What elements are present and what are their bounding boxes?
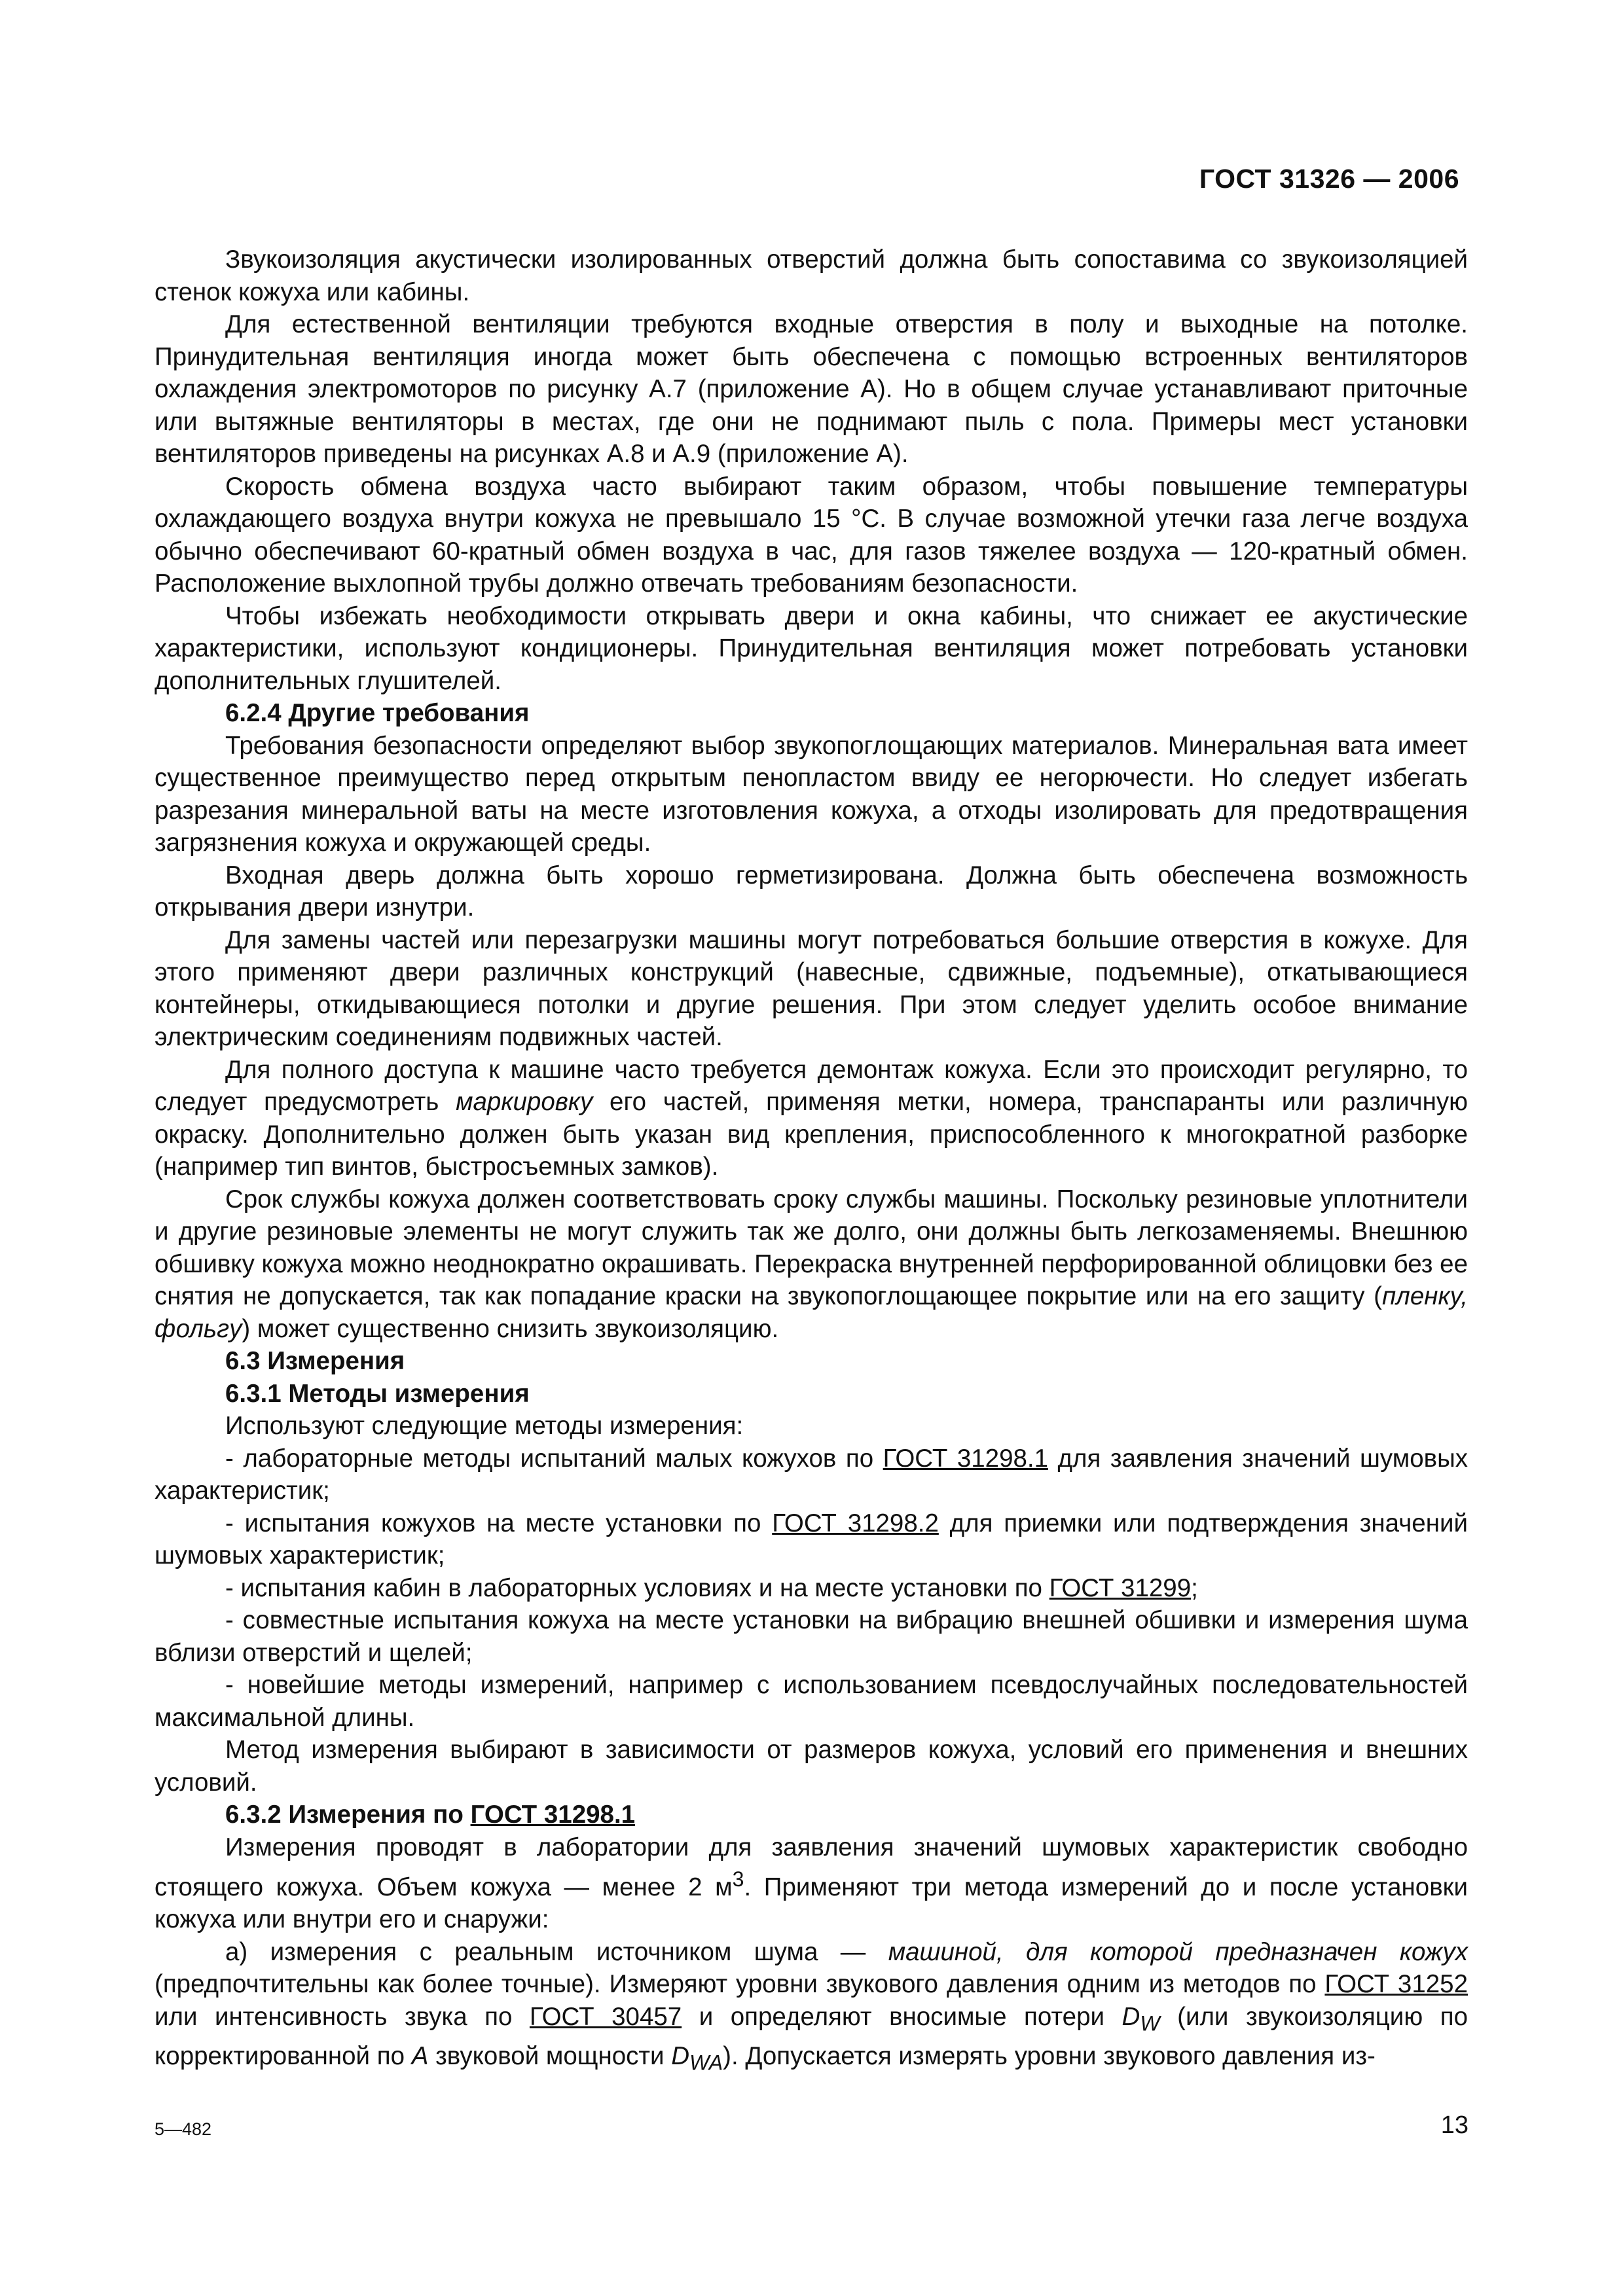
paragraph: Входная дверь должна быть хорошо герметизирована. Должна быть обеспечена возможность открывания двери изнутри.	[155, 861, 1468, 922]
list-item: - новейшие методы измерений, например с использованием псевдослучайных последовательностей максимальной длины.	[155, 1671, 1468, 1732]
standard-reference-link[interactable]: ГОСТ 31298.1	[883, 1444, 1049, 1473]
text-span: . Применяют три метода измерений до и после установки кожуха или внутри его и снаружи:	[155, 1873, 1468, 1934]
emphasis-text: маркировку	[456, 1088, 593, 1116]
text-span: - лабораторные методы испытаний малых кожухов по	[225, 1444, 883, 1473]
text-span: Срок службы кожуха должен соответствовать сроку службы машины. Поскольку резиновые уплотнители и другие резиновые элементы не могут служить так же долго, они должны быть легкозаменяемы. Внешнюю обшивку кожуха можно неоднократно окрашивать. Перекраска внутренней перфорированной облицовки без ее снятия не допускается, так как попадание краски на звукопоглощающее покрытие или на его защиту (	[155, 1185, 1468, 1310]
paragraph: Метод измерения выбирают в зависимости от размеров кожуха, условий его применения и внешних условий.	[155, 1736, 1468, 1797]
emphasis-text: машиной, для которой предназначен кожух	[888, 1937, 1468, 1966]
paragraph	[155, 1936, 1468, 2079]
footer-print-code: 5—482	[155, 2119, 212, 2139]
standard-reference-link[interactable]: ГОСТ 30457	[529, 2002, 682, 2031]
page-header-doc-title: ГОСТ 31326 — 2006	[1199, 164, 1459, 194]
text-span: и определяют вносимые потери	[682, 2002, 1122, 2031]
text-span: ). Допускается измерять уровни звукового давления из-	[723, 2042, 1376, 2071]
paragraph: Для естественной вентиляции требуются входные отверстия в полу и выходные на потолке. Принудительная вентиляция иногда может быть обеспечена с помощью встроенных вентиляторов охлаждения электромоторов по рисунку А.7 (приложение А). Но в общем случае устанавливают приточные или вытяжные вентиляторы в местах, где они не поднимают пыль с пола. Примеры мест установки вентиляторов приведены на рисунках А.8 и А.9 (приложение А).	[155, 310, 1468, 468]
text-span: Измерения проводят в лаборатории для заявления значений шумовых характеристик свободно стоящего кожуха. Объем кожуха — менее 2 м	[155, 1833, 1468, 1901]
symbol-subscript: WA	[689, 2051, 723, 2075]
text-span: ;	[1191, 1573, 1198, 1602]
standard-reference-link[interactable]: ГОСТ 31298.1	[470, 1801, 636, 1829]
standard-reference-link[interactable]: ГОСТ 31252	[1324, 1970, 1468, 1999]
paragraph: Скорость обмена воздуха часто выбирают таким образом, чтобы повышение температуры охлаждающего воздуха внутри кожуха не превышало 15 °С. В случае возможной утечки газа легче воздуха обычно обеспечивают 60-кратный обмен воздуха в час, для газов тяжелее воздуха — 120-кратный обмен. Расположение выхлопной трубы должно отвечать требованиям безопасности.	[155, 472, 1468, 598]
paragraph: Звукоизоляция акустически изолированных отверстий должна быть сопоставима со звукоизоляцией стенок кожуха или кабины.	[155, 245, 1468, 306]
text-span: ) может существенно снизить звукоизоляцию.	[242, 1314, 779, 1343]
paragraph: Используют следующие методы измерения:	[225, 1412, 744, 1440]
paragraph	[155, 1831, 1468, 1936]
list-item	[155, 1443, 1468, 1507]
symbol-D: D	[1122, 2002, 1140, 2031]
text-span: или интенсивность звука по	[155, 2002, 530, 2031]
text-span: Для полного доступа к машине часто требуется демонтаж кожуха. Если это происходит регулярно, то следует предусмотреть	[155, 1055, 1468, 1116]
section-heading-6-2-4: 6.2.4 Другие требования	[225, 699, 530, 727]
section-heading-6-3-1: 6.3.1 Методы измерения	[225, 1379, 530, 1408]
list-item	[155, 1507, 1468, 1572]
standard-reference-link[interactable]: ГОСТ 31299	[1049, 1573, 1192, 1602]
subscript	[689, 2051, 723, 2075]
text-span: звуковой мощности	[428, 2042, 672, 2071]
list-item: - совместные испытания кожуха на месте установки на вибрацию внешней обшивки и измерения шума вблизи отверстий и щелей;	[155, 1606, 1468, 1667]
section-heading-6-3-2	[155, 1799, 1468, 1831]
text-span: (или звукоизоляцию по корректированной по	[155, 2002, 1468, 2071]
symbol-A: A	[411, 2042, 429, 2071]
text-span: - испытания кожухов на месте установки по	[225, 1509, 773, 1537]
superscript: 3	[732, 1867, 744, 1891]
emphasis-text: пленку, фольгу	[155, 1282, 1468, 1343]
methods-list	[155, 1443, 1468, 1734]
text-span: (предпочтительны как более точные). Измеряют уровни звукового давления одним из методов по	[155, 1970, 1325, 1999]
text-span: для заявления значений шумовых характеристик;	[155, 1444, 1468, 1505]
paragraph: Чтобы избежать необходимости открывать двери и окна кабины, что снижает ее акустические характеристики, используют кондиционеры. Принудительная вентиляция может потребовать установки дополнительных глушителей.	[155, 601, 1468, 695]
standard-reference-link[interactable]: ГОСТ 31298.2	[772, 1509, 939, 1537]
symbol-D: D	[671, 2042, 690, 2071]
list-item	[155, 1572, 1468, 1605]
subscript	[1140, 2012, 1159, 2036]
paragraph: Для замены частей или перезагрузки машины могут потребоваться большие отверстия в кожухе. Для этого применяют двери различных конструкций (навесные, сдвижные, подъемные), откатывающиеся контейнеры, откидывающиеся потолки и другие решения. При этом следует уделить особое внимание электрическим соединениям подвижных частей.	[155, 925, 1468, 1051]
text-span: - испытания кабин в лабораторных условиях и на месте установки по	[225, 1573, 1049, 1602]
text-span: 6.3.2 Измерения по	[225, 1801, 471, 1829]
paragraph	[155, 1183, 1468, 1346]
paragraph: Требования безопасности определяют выбор звукопоглощающих материалов. Минеральная вата имеет существенное преимущество перед открытым пенопластом ввиду ее негорючести. Но следует избегать разрезания минеральной ваты на месте изготовления кожуха, а отходы изолировать для предотвращения загрязнения кожуха и окружающей среды.	[155, 731, 1468, 857]
section-heading-6-3: 6.3 Измерения	[225, 1347, 405, 1375]
symbol-subscript: W	[1140, 2011, 1160, 2036]
text-span: его частей, применяя метки, номера, транспаранты или различную окраску. Дополнительно должен быть указан вид крепления, приспособленного к многократной разборке (например тип винтов, быстросъемных замков).	[155, 1088, 1468, 1181]
text-span: для приемки или подтверждения значений шумовых характеристик;	[155, 1509, 1468, 1570]
document-body	[155, 243, 1468, 2079]
text-span: а) измерения с реальным источником шума —	[225, 1937, 888, 1966]
footer-page-number: 13	[1440, 2111, 1468, 2139]
paragraph	[155, 1054, 1468, 1183]
